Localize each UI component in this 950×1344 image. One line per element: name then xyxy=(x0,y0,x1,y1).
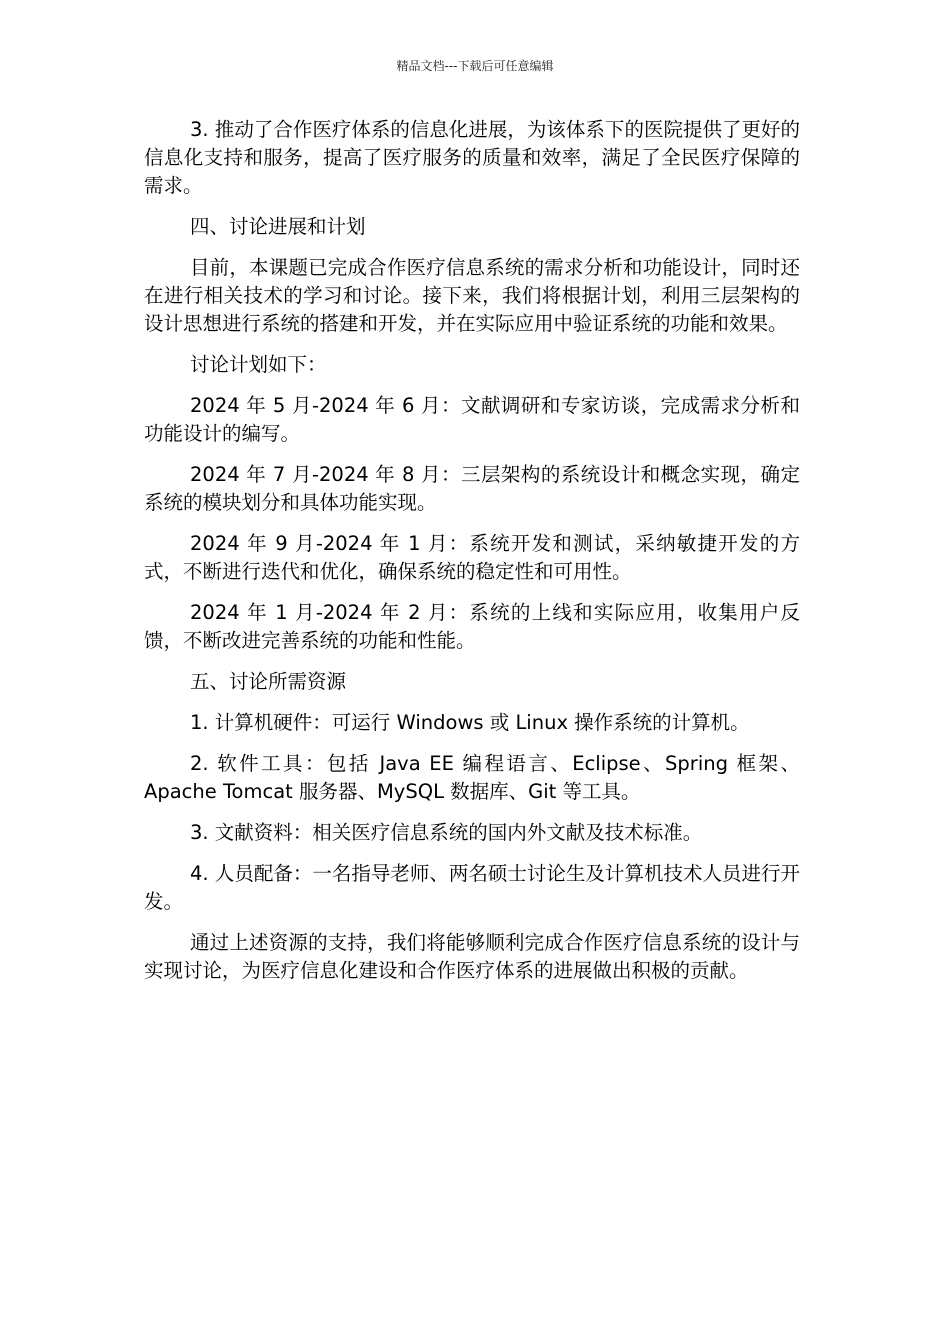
section-heading-progress: 四、讨论进展和计划 xyxy=(190,215,366,238)
resource-item-software: 2. 软件工具：包括 Java EE 编程语言、Eclipse、Spring 框架、Apache Tomcat 服务器、MySQL 数据库、Git 等工具。 xyxy=(144,752,800,803)
paragraph-current-status: 目前，本课题已完成合作医疗信息系统的需求分析和功能设计，同时还在进行相关技术的学习和讨论。接下来，我们将根据计划，利用三层架构的设计思想进行系统的搭建和开发，并在实际应用中验证系统的功能和效果。 xyxy=(144,256,800,335)
plan-item-1: 2024 年 5 月-2024 年 6 月：文献调研和专家访谈，完成需求分析和功能设计的编写。 xyxy=(144,394,800,445)
page-header: 精品文档---下载后可任意编辑 xyxy=(396,59,554,73)
resource-item-hardware: 1. 计算机硬件：可运行 Windows 或 Linux 操作系统的计算机。 xyxy=(190,711,750,734)
plan-item-3: 2024 年 9 月-2024 年 1 月：系统开发和测试，采纳敏捷开发的方式，不断进行迭代和优化，确保系统的稳定性和可用性。 xyxy=(144,532,800,583)
paragraph-outcome-3: 3. 推动了合作医疗体系的信息化进展，为该体系下的医院提供了更好的信息化支持和服务，提高了医疗服务的质量和效率，满足了全民医疗保障的需求。 xyxy=(144,118,800,197)
resource-item-staff: 4. 人员配备：一名指导老师、两名硕士讨论生及计算机技术人员进行开发。 xyxy=(144,862,800,913)
paragraph-conclusion: 通过上述资源的支持，我们将能够顺利完成合作医疗信息系统的设计与实现讨论，为医疗信息化建设和合作医疗体系的进展做出积极的贡献。 xyxy=(144,931,800,982)
section-heading-resources: 五、讨论所需资源 xyxy=(190,670,347,693)
plan-item-4: 2024 年 1 月-2024 年 2 月：系统的上线和实际应用，收集用户反馈，不断改进完善系统的功能和性能。 xyxy=(144,601,800,652)
resource-item-literature: 3. 文献资料：相关医疗信息系统的国内外文献及技术标准。 xyxy=(190,821,703,844)
document-body xyxy=(144,116,800,998)
paragraph-plan-intro: 讨论计划如下： xyxy=(190,353,327,376)
plan-item-2: 2024 年 7 月-2024 年 8 月：三层架构的系统设计和概念实现，确定系统的模块划分和具体功能实现。 xyxy=(144,463,800,514)
